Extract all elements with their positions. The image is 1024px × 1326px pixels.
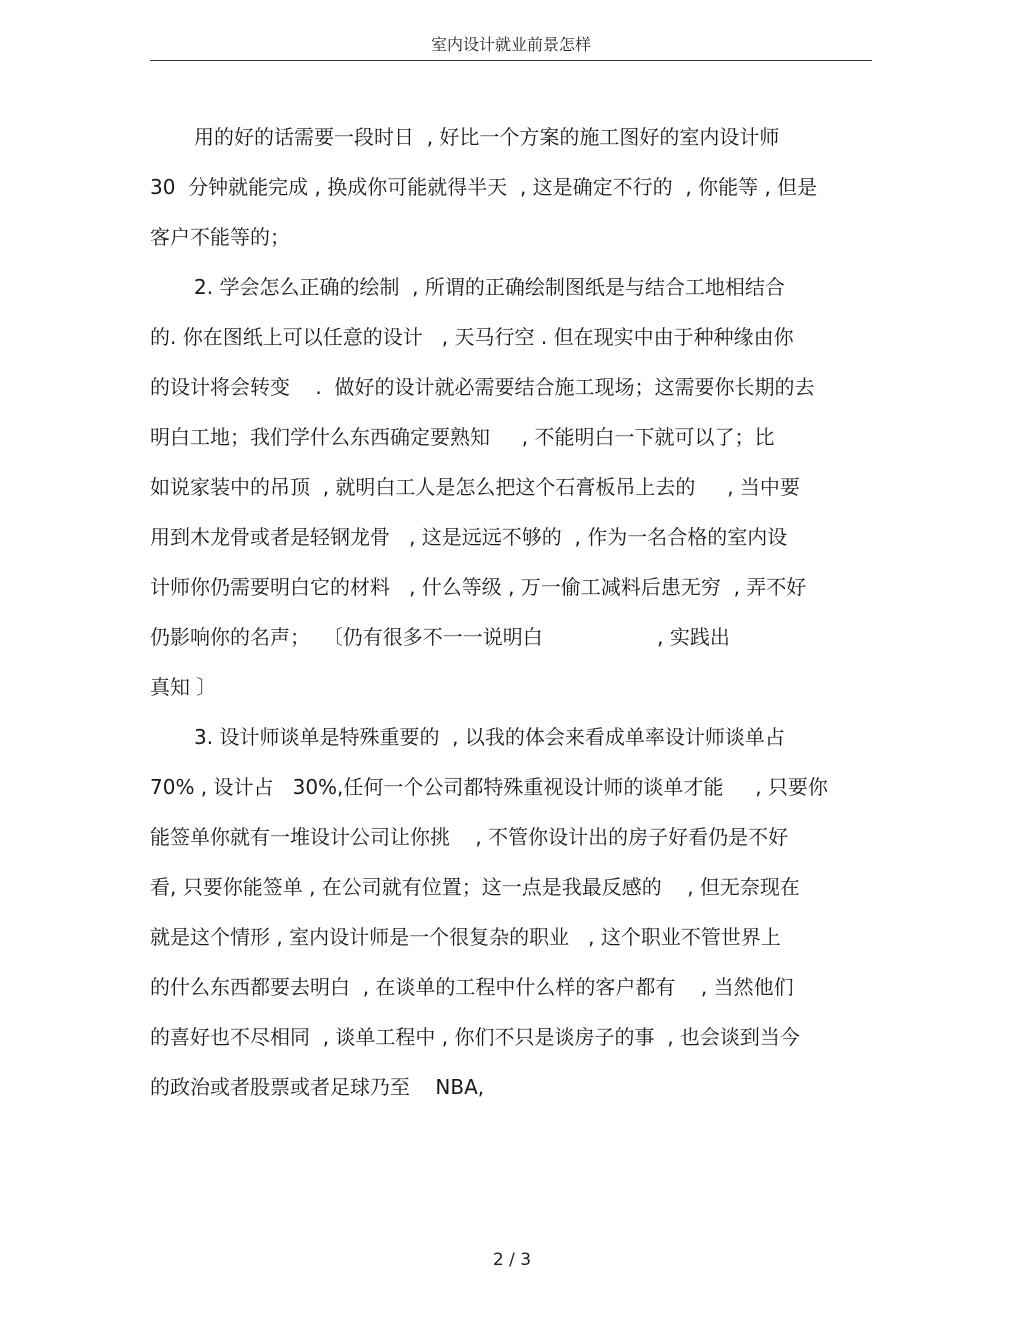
document-body (150, 112, 872, 1112)
text-line: 用到木龙骨或者是轻钢龙骨 , 这是远远不够的 , 作为一名合格的室内设 (150, 525, 788, 549)
text-line: 明白工地；我们学什么东西确定要熟知 , 不能明白一下就可以了；比 (150, 425, 775, 449)
text-line: 用的好的话需要一段时日 , 好比一个方案的施工图好的室内设计师 (194, 125, 780, 149)
text-line: 2. 学会怎么正确的绘制 , 所谓的正确绘制图纸是与结合工地相结合 (194, 275, 785, 299)
text-line: 看, 只要你能签单 , 在公司就有位置；这一点是我最反感的 , 但无奈现在 (150, 875, 800, 899)
page-header-title: 室内设计就业前景怎样 (430, 35, 591, 54)
text-line: 的喜好也不尽相同 , 谈单工程中 , 你们不只是谈房子的事 , 也会谈到当今 (150, 1025, 800, 1049)
text-line: 的什么东西都要去明白 , 在谈单的工程中什么样的客户都有 , 当然他们 (150, 975, 794, 999)
text-line: 70% , 设计占 30%,任何一个公司都特殊重视设计师的谈单才能 , 只要你 (150, 775, 828, 799)
text-line: 的政治或者股票或者足球乃至 NBA, (150, 1075, 485, 1099)
text-line: 3. 设计师谈单是特殊重要的 , 以我的体会来看成单率设计师谈单占 (194, 725, 785, 749)
text-line: 仍影响你的名声； 〔仍有很多不一一说明白 , 实践出 (150, 625, 730, 649)
header-divider (150, 60, 872, 61)
text-line: 真知 〕 (150, 675, 217, 699)
text-line: 计师你仍需要明白它的材料 , 什么等级 , 万一偷工减料后患无穷 , 弄不好 (150, 575, 807, 599)
text-line: 30 分钟就能完成 , 换成你可能就得半天 , 这是确定不行的 , 你能等 , 但是 (150, 175, 818, 199)
page-number: 2 / 3 (492, 1250, 532, 1270)
text-line: 如说家装中的吊顶 , 就明白工人是怎么把这个石膏板吊上去的 , 当中要 (150, 475, 800, 499)
text-line: 的设计将会转变 . 做好的设计就必需要结合施工现场；这需要你长期的去 (150, 375, 815, 399)
text-line: 能签单你就有一堆设计公司让你挑 , 不管你设计出的房子好看仍是不好 (150, 825, 789, 849)
text-line: 就是这个情形 , 室内设计师是一个很复杂的职业 , 这个职业不管世界上 (150, 925, 781, 949)
text-line: 的. 你在图纸上可以任意的设计 , 天马行空 . 但在现实中由于种种缘由你 (150, 325, 794, 349)
text-line: 客户不能等的； (150, 225, 290, 249)
